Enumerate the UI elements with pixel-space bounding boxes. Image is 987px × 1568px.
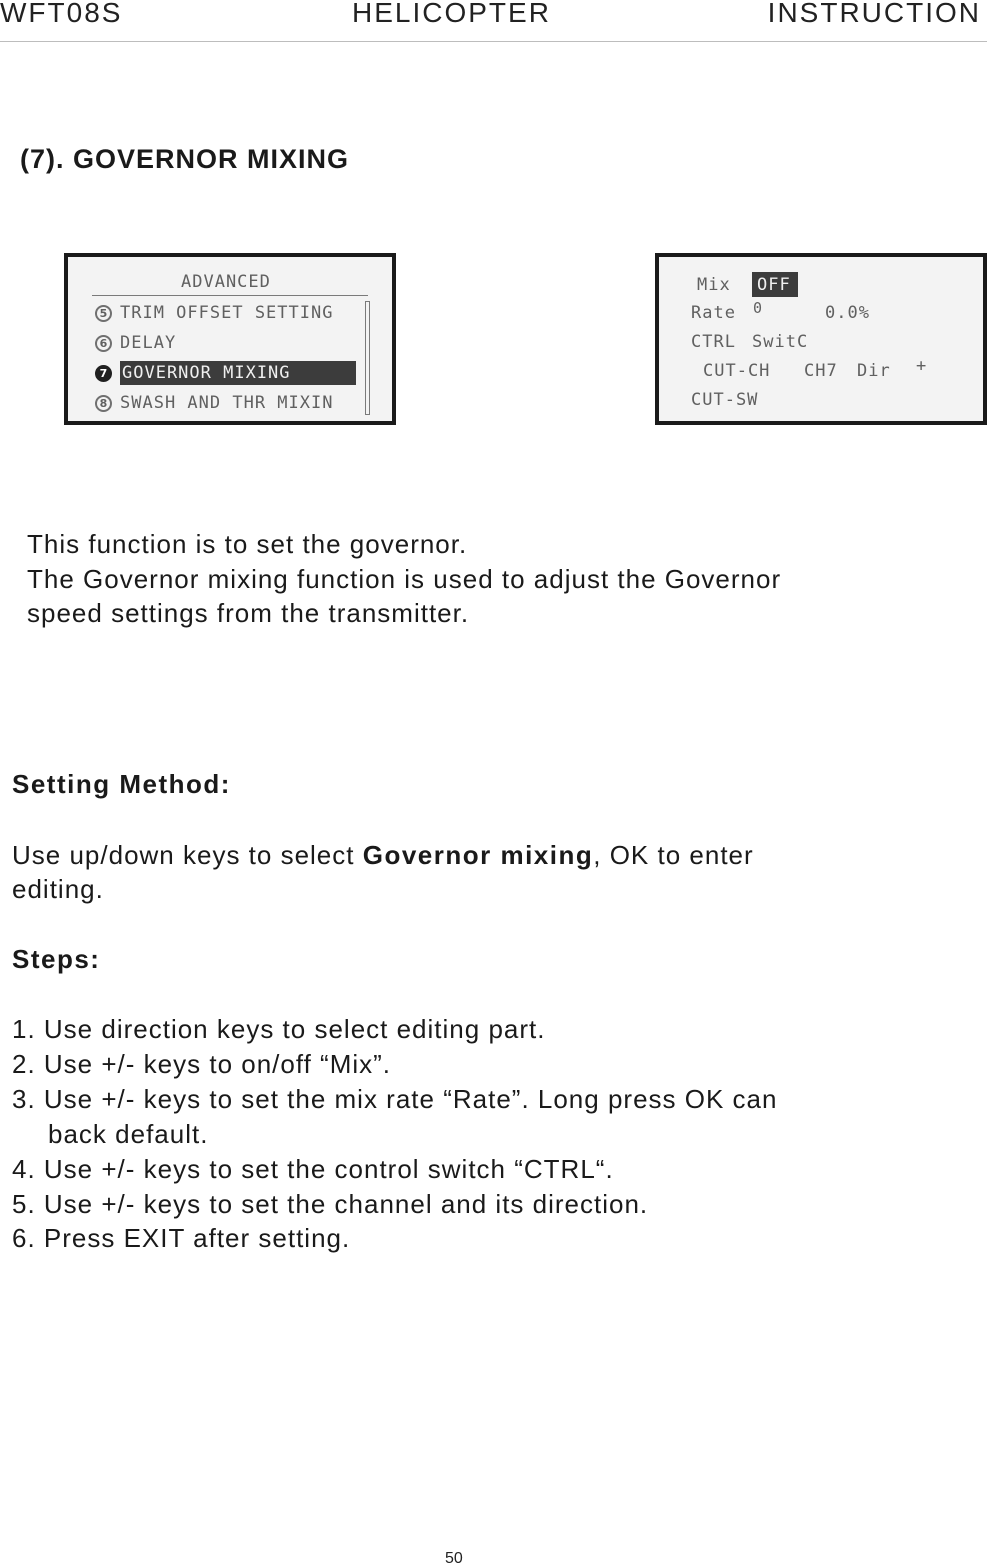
setting-method-heading: Setting Method: xyxy=(12,769,231,799)
intro-line-1: This function is to set the governor. xyxy=(27,529,468,559)
step-line-3: 3. Use +/- keys to set the mix rate “Rate”. Long press OK can xyxy=(12,1084,778,1114)
step-line-6: 6. Press EXIT after setting. xyxy=(12,1223,351,1253)
rate-value[interactable]: 0.0% xyxy=(825,303,870,323)
intro-line-3: speed settings from the transmitter. xyxy=(27,598,470,628)
ctrl-label: CTRL xyxy=(691,332,736,352)
rate-small-value: 0 xyxy=(753,299,764,317)
setting-method-emphasis: Governor mixing xyxy=(362,840,594,870)
menu-scrollbar[interactable] xyxy=(365,301,370,415)
step-line-3-continued: back default. xyxy=(48,1119,209,1149)
menu-item-number: 5 xyxy=(95,305,112,322)
dir-value[interactable]: + xyxy=(916,356,928,376)
mix-value[interactable]: OFF xyxy=(757,275,791,295)
step-line-5: 5. Use +/- keys to set the channel and its direction. xyxy=(12,1189,649,1219)
header-divider xyxy=(0,41,987,42)
menu-item-number: 6 xyxy=(95,335,112,352)
setting-method-text-after: , OK to enter xyxy=(593,840,754,870)
steps-heading: Steps: xyxy=(12,944,101,974)
header-doc-type: INSTRUCTION xyxy=(767,0,981,28)
menu-screen-title: ADVANCED xyxy=(181,272,271,292)
intro-line-2: The Governor mixing function is used to adjust the Governor xyxy=(27,564,782,594)
setting-method-line-1 xyxy=(12,838,754,872)
setting-method-line-2: editing. xyxy=(12,874,104,904)
header-category: HELICOPTER xyxy=(352,0,551,28)
menu-item-number: 7 xyxy=(95,365,112,382)
rate-label: Rate xyxy=(691,303,736,323)
settings-screen-display xyxy=(659,257,983,421)
menu-item-swash-and-thr-mixing[interactable]: SWASH AND THR MIXIN xyxy=(120,393,334,413)
menu-item-delay[interactable]: DELAY xyxy=(120,333,177,353)
menu-item-governor-mixing[interactable]: GOVERNOR MIXING xyxy=(122,363,291,383)
menu-title-divider xyxy=(92,295,368,296)
menu-screen xyxy=(64,253,396,425)
header-model: WFT08S xyxy=(0,0,123,28)
dir-label: Dir xyxy=(857,361,891,381)
cut-ch-label: CUT-CH xyxy=(703,361,771,381)
section-title: (7). GOVERNOR MIXING xyxy=(20,144,350,174)
cut-sw-label: CUT-SW xyxy=(691,390,759,410)
menu-item-trim-offset-setting[interactable]: TRIM OFFSET SETTING xyxy=(120,303,334,323)
step-line-1: 1. Use direction keys to select editing part. xyxy=(12,1014,546,1044)
ctrl-value[interactable]: SwitC xyxy=(752,332,809,352)
cut-ch-value[interactable]: CH7 xyxy=(804,361,838,381)
page-number: 50 xyxy=(445,1550,463,1567)
settings-screen xyxy=(655,253,987,425)
mix-label: Mix xyxy=(697,275,731,295)
setting-method-text: Use up/down keys to select xyxy=(12,840,363,870)
menu-screen-display xyxy=(68,257,392,421)
menu-item-number: 8 xyxy=(95,395,112,412)
step-line-2: 2. Use +/- keys to on/off “Mix”. xyxy=(12,1049,392,1079)
step-line-4: 4. Use +/- keys to set the control switch “CTRL“. xyxy=(12,1154,614,1184)
